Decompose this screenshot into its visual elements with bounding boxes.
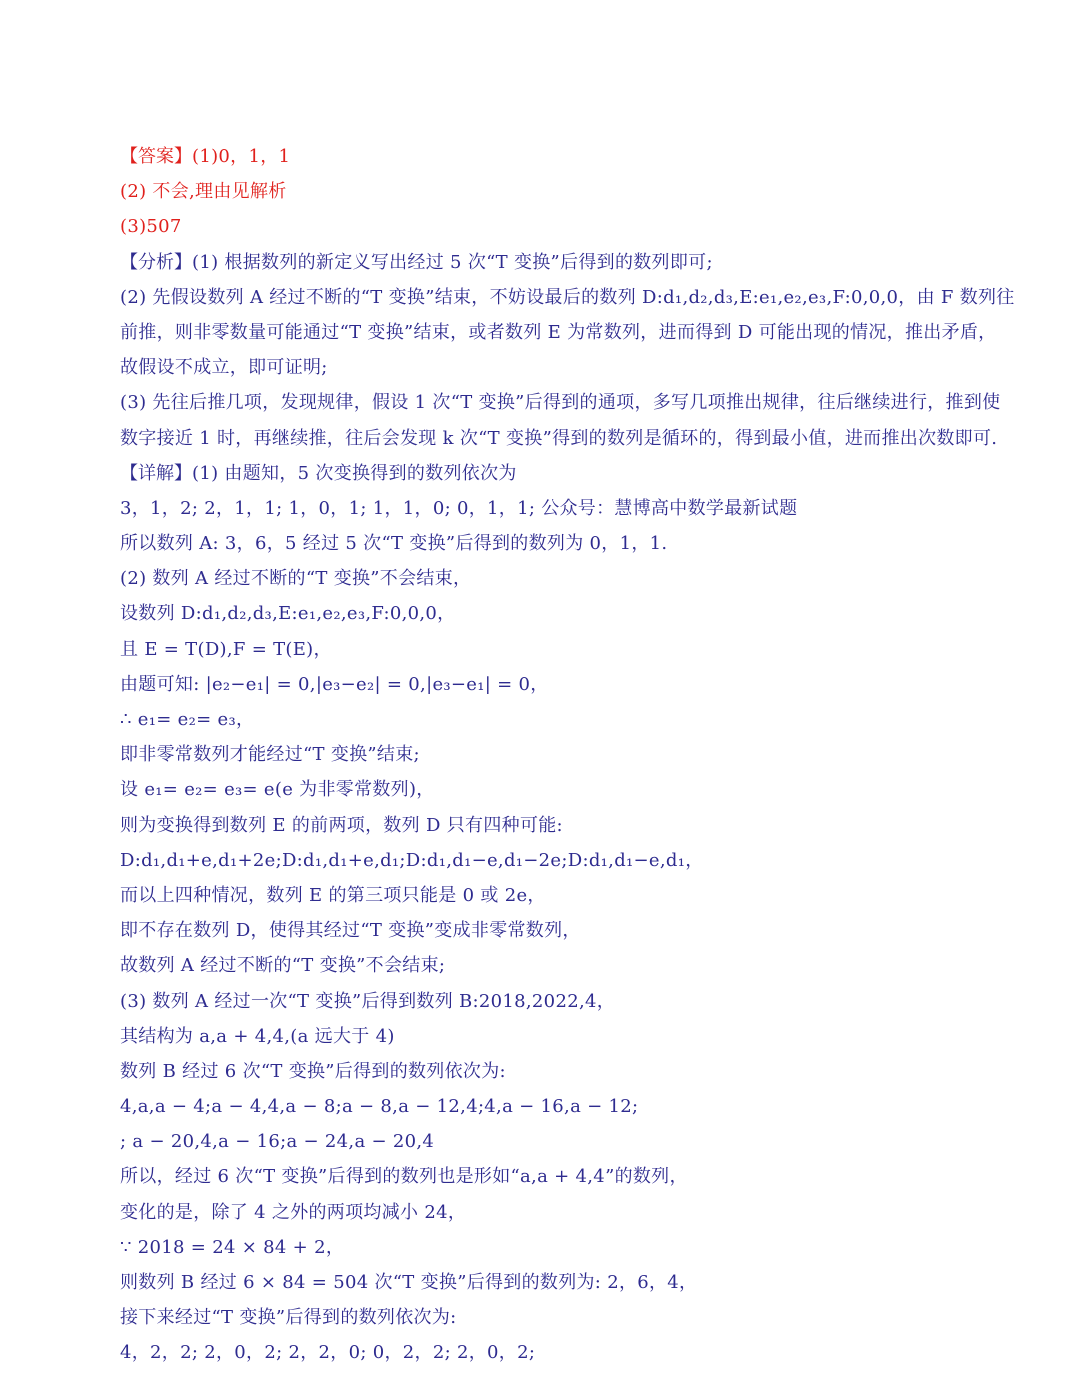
detail-line-9: 设 e₁= e₂= e₃= e(e 为非零常数列)， [120, 779, 435, 801]
detail-line-23: 则数列 B 经过 6 × 84 = 504 次“T 变换”后得到的数列为: 2，6，4， [120, 1272, 698, 1293]
detail-line-18: 4,a,a − 4;a − 4,4,a − 8;a − 8,a − 12,4;4,a − 16,a − 12; [120, 1096, 639, 1118]
analysis-part-3-line-1: (3) 先往后推几项，发现规律，假设 1 次“T 变换”后得到的通项，多写几项推出规律，往后继续进行，推到使 [120, 392, 1001, 414]
answer-line-2: (2) 不会,理由见解析 [120, 181, 287, 203]
solution-document [120, 139, 1015, 1371]
analysis-part-2-line-3: 故假设不成立，即可证明; [120, 357, 328, 379]
detail-line-19: ; a − 20,4,a − 16;a − 24,a − 20,4 [120, 1131, 435, 1153]
answer-line-3: (3)507 [120, 216, 182, 238]
detail-line-6: 由题可知: |e₂−e₁| = 0,|e₃−e₂| = 0,|e₃−e₁| = 0， [120, 673, 549, 695]
detail-line-7: ∴ e₁= e₂= e₃， [120, 709, 255, 730]
detail-line-24: 接下来经过“T 变换”后得到的数列依次为: [120, 1307, 457, 1329]
detail-line-1: 3，1，2; 2，1，1; 1，0，1; 1，1，0; 0，1，1; 公众号：慧博高中数学最新试题 [120, 497, 798, 519]
detail-line-0 [120, 456, 1000, 491]
detail-line-20: 所以，经过 6 次“T 变换”后得到的数列也是形如“a,a + 4,4”的数列， [120, 1166, 688, 1188]
detail-line-4: 设数列 D:d₁,d₂,d₃,E:e₁,e₂,e₃,F:0,0,0， [120, 603, 456, 625]
detail-line-13: 即不存在数列 D，使得其经过“T 变换”变成非零常数列， [120, 920, 581, 942]
detail-line-3: (2) 数列 A 经过不断的“T 变换”不会结束， [120, 568, 472, 590]
detail-line-25: 4，2，2; 2，0，2; 2，2，0; 0，2，2; 2，0，2; [120, 1342, 536, 1364]
detail-line-21: 变化的是，除了 4 之外的两项均减小 24， [120, 1201, 467, 1223]
detail-line-8: 即非零常数列才能经过“T 变换”结束; [120, 744, 420, 766]
analysis-part-3-line-2: 数字接近 1 时，再继续推，往后会发现 k 次“T 变换”得到的数列是循环的，得到最小值，进而推出次数即可. [120, 427, 998, 449]
detail-line-12: 而以上四种情况，数列 E 的第三项只能是 0 或 2e， [120, 884, 546, 906]
answer-line-1 [120, 139, 1000, 174]
analysis-line-1 [120, 245, 1000, 280]
detail-line-16: 其结构为 a,a + 4,4,(a 远大于 4) [120, 1025, 395, 1047]
detail-line-11: D:d₁,d₁+e,d₁+2e;D:d₁,d₁+e,d₁;D:d₁,d₁−e,d₁−2e;D:d₁,d₁−e,d₁， [120, 849, 704, 871]
detail-line-14: 故数列 A 经过不断的“T 变换”不会结束; [120, 955, 446, 977]
detail-line-10: 则为变换得到数列 E 的前两项，数列 D 只有四种可能: [120, 814, 563, 836]
answer-part-1: (1)0，1，1 [192, 146, 291, 167]
answer-tag: 【答案】 [120, 146, 192, 167]
detail-line-2: 所以数列 A: 3，6，5 经过 5 次“T 变换”后得到的数列为 0，1，1. [120, 533, 668, 555]
detail-line-22: ∵ 2018 = 24 × 84 + 2， [120, 1236, 345, 1258]
detail-line-5: 且 E = T(D),F = T(E)， [120, 638, 332, 660]
detail-text-0: (1) 由题知，5 次变换得到的数列依次为 [192, 462, 517, 484]
analysis-part-2-line-1: (2) 先假设数列 A 经过不断的“T 变换”结束，不妨设最后的数列 D:d₁,d₂,d₃,E:e₁,e₂,e₃,F:0,0,0，由 F 数列往 [120, 286, 1015, 308]
detail-line-15: (3) 数列 A 经过一次“T 变换”后得到数列 B:2018,2022,4， [120, 990, 616, 1012]
analysis-part-1: (1) 根据数列的新定义写出经过 5 次“T 变换”后得到的数列即可; [192, 251, 713, 273]
analysis-part-2-line-2: 前推，则非零数量可能通过“T 变换”结束，或者数列 E 为常数列，进而得到 D 可能出现的情况，推出矛盾， [120, 321, 997, 343]
analysis-tag: 【分析】 [120, 251, 192, 273]
detail-tag: 【详解】 [120, 462, 192, 484]
detail-line-17: 数列 B 经过 6 次“T 变换”后得到的数列依次为: [120, 1060, 506, 1082]
